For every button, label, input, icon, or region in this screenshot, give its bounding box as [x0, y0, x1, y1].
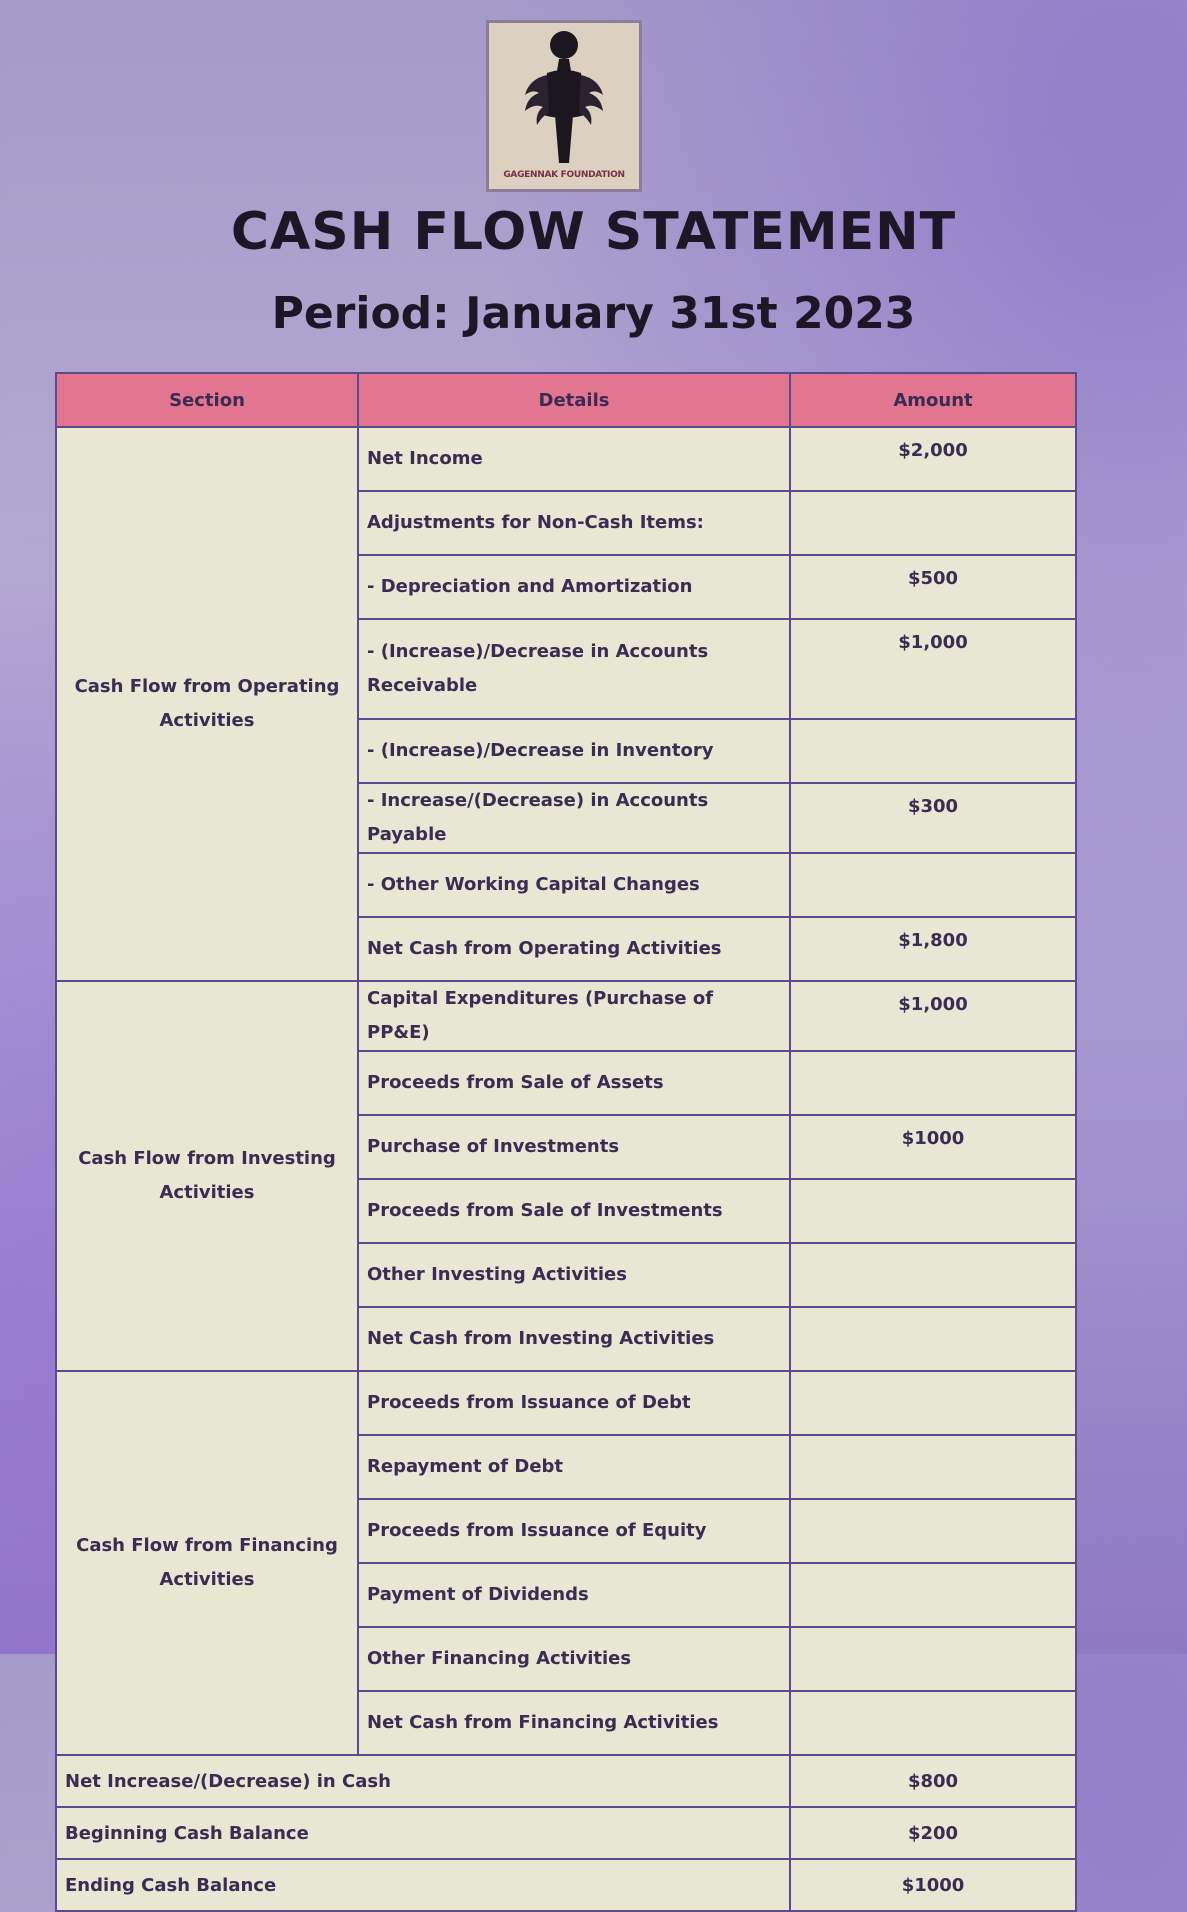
summary-amount-beginning-balance: $200	[790, 1807, 1076, 1859]
amount-cell	[790, 1307, 1076, 1371]
summary-label-ending-balance: Ending Cash Balance	[56, 1859, 790, 1911]
summary-amount-ending-balance: $1000	[790, 1859, 1076, 1911]
detail-cell: Net Cash from Investing Activities	[358, 1307, 790, 1371]
summary-label-beginning-balance: Beginning Cash Balance	[56, 1807, 790, 1859]
detail-cell: Purchase of Investments	[358, 1115, 790, 1179]
table-row	[56, 1371, 1076, 1435]
section-operating: Cash Flow from Operating Activities	[56, 427, 358, 981]
detail-cell: Net Cash from Operating Activities	[358, 917, 790, 981]
amount-cell	[790, 1435, 1076, 1499]
table-row	[56, 427, 1076, 491]
amount-cell	[790, 1627, 1076, 1691]
detail-cell: Proceeds from Issuance of Debt	[358, 1371, 790, 1435]
logo-text: GAGENNAK FOUNDATION	[503, 170, 625, 180]
summary-row	[56, 1807, 1076, 1859]
amount-cell: $1,800	[790, 917, 1076, 981]
amount-cell: $1,000	[790, 981, 1076, 1051]
page-title: CASH FLOW STATEMENT	[230, 202, 957, 262]
detail-cell: - (Increase)/Decrease in Inventory	[358, 719, 790, 783]
amount-cell: $1000	[790, 1115, 1076, 1179]
column-header-section: Section	[56, 373, 358, 427]
detail-cell: Repayment of Debt	[358, 1435, 790, 1499]
amount-cell	[790, 719, 1076, 783]
angel-figure-icon	[489, 23, 639, 189]
detail-cell: Capital Expenditures (Purchase of PP&E)	[358, 981, 790, 1051]
foundation-logo	[486, 20, 642, 192]
amount-cell	[790, 1691, 1076, 1755]
detail-cell: Net Income	[358, 427, 790, 491]
amount-cell	[790, 1499, 1076, 1563]
summary-amount-net-change: $800	[790, 1755, 1076, 1807]
amount-cell: $1,000	[790, 619, 1076, 719]
amount-cell	[790, 491, 1076, 555]
detail-cell: - Depreciation and Amortization	[358, 555, 790, 619]
amount-cell: $2,000	[790, 427, 1076, 491]
amount-cell: $300	[790, 783, 1076, 853]
cash-flow-table	[55, 372, 1077, 1912]
amount-cell: $500	[790, 555, 1076, 619]
detail-cell: Proceeds from Sale of Investments	[358, 1179, 790, 1243]
detail-cell: - (Increase)/Decrease in Accounts Receivable	[358, 619, 790, 719]
detail-cell: Proceeds from Issuance of Equity	[358, 1499, 790, 1563]
detail-cell: Net Cash from Financing Activities	[358, 1691, 790, 1755]
detail-cell: - Other Working Capital Changes	[358, 853, 790, 917]
amount-cell	[790, 1563, 1076, 1627]
amount-cell	[790, 1051, 1076, 1115]
detail-cell: Proceeds from Sale of Assets	[358, 1051, 790, 1115]
detail-cell: Adjustments for Non-Cash Items:	[358, 491, 790, 555]
detail-cell: Payment of Dividends	[358, 1563, 790, 1627]
amount-cell	[790, 1243, 1076, 1307]
summary-row	[56, 1755, 1076, 1807]
column-header-amount: Amount	[790, 373, 1076, 427]
amount-cell	[790, 1371, 1076, 1435]
section-investing: Cash Flow from Investing Activities	[56, 981, 358, 1371]
period-subtitle: Period: January 31st 2023	[271, 288, 916, 339]
detail-cell: Other Financing Activities	[358, 1627, 790, 1691]
table-row	[56, 981, 1076, 1051]
amount-cell	[790, 1179, 1076, 1243]
detail-cell: Other Investing Activities	[358, 1243, 790, 1307]
detail-cell: - Increase/(Decrease) in Accounts Payable	[358, 783, 790, 853]
section-financing: Cash Flow from Financing Activities	[56, 1371, 358, 1755]
table-header-row	[56, 373, 1076, 427]
column-header-details: Details	[358, 373, 790, 427]
summary-label-net-change: Net Increase/(Decrease) in Cash	[56, 1755, 790, 1807]
summary-row	[56, 1859, 1076, 1911]
amount-cell	[790, 853, 1076, 917]
